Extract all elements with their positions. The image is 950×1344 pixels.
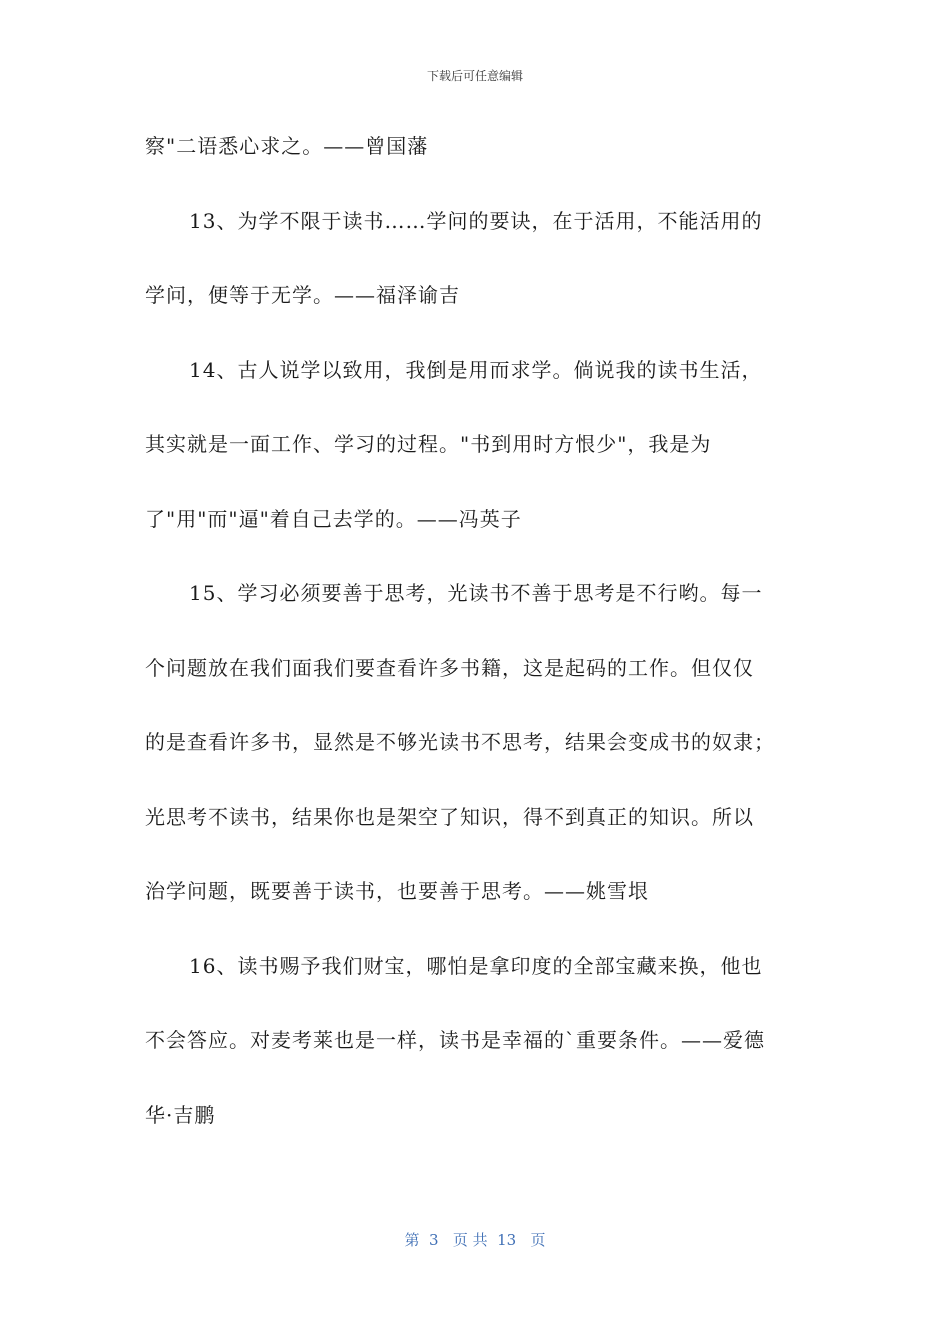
text-line: 14、古人说学以致用，我倒是用而求学。倘说我的读书生活， — [189, 357, 763, 382]
document-body — [145, 128, 810, 1171]
text-line: 光思考不读书，结果你也是架空了知识，得不到真正的知识。所以 — [145, 804, 754, 829]
text-line: 16、读书赐予我们财宝，哪怕是拿印度的全部宝藏来换，他也 — [189, 953, 763, 978]
text-line: 13、为学不限于读书……学问的要诀，在于活用，不能活用的 — [189, 208, 763, 233]
text-line: 察"二语悉心求之。——曾国藩 — [145, 134, 429, 158]
text-line: 学问，便等于无学。——福泽谕吉 — [145, 283, 460, 307]
page-number-footer: 第 3 页 共 13 页 — [404, 1231, 546, 1249]
text-line: 个问题放在我们面我们要查看许多书籍，这是起码的工作。但仅仅 — [145, 655, 754, 680]
text-line: 华·吉鹏 — [145, 1102, 216, 1127]
text-line: 治学问题，既要善于读书，也要善于思考。——姚雪垠 — [145, 879, 649, 903]
page-header: 下载后可任意编辑 — [426, 69, 523, 83]
text-line: 了"用"而"逼"着自己去学的。——冯英子 — [145, 506, 522, 531]
text-line: 15、学习必须要善于思考，光读书不善于思考是不行哟。每一 — [189, 581, 763, 605]
text-line: 其实就是一面工作、学习的过程。"书到用时方恨少"，我是为 — [145, 432, 712, 456]
text-line: 不会答应。对麦考莱也是一样，读书是幸福的`重要条件。——爱德 — [145, 1028, 765, 1052]
text-line: 的是查看许多书，显然是不够光读书不思考，结果会变成书的奴隶； — [145, 730, 775, 754]
